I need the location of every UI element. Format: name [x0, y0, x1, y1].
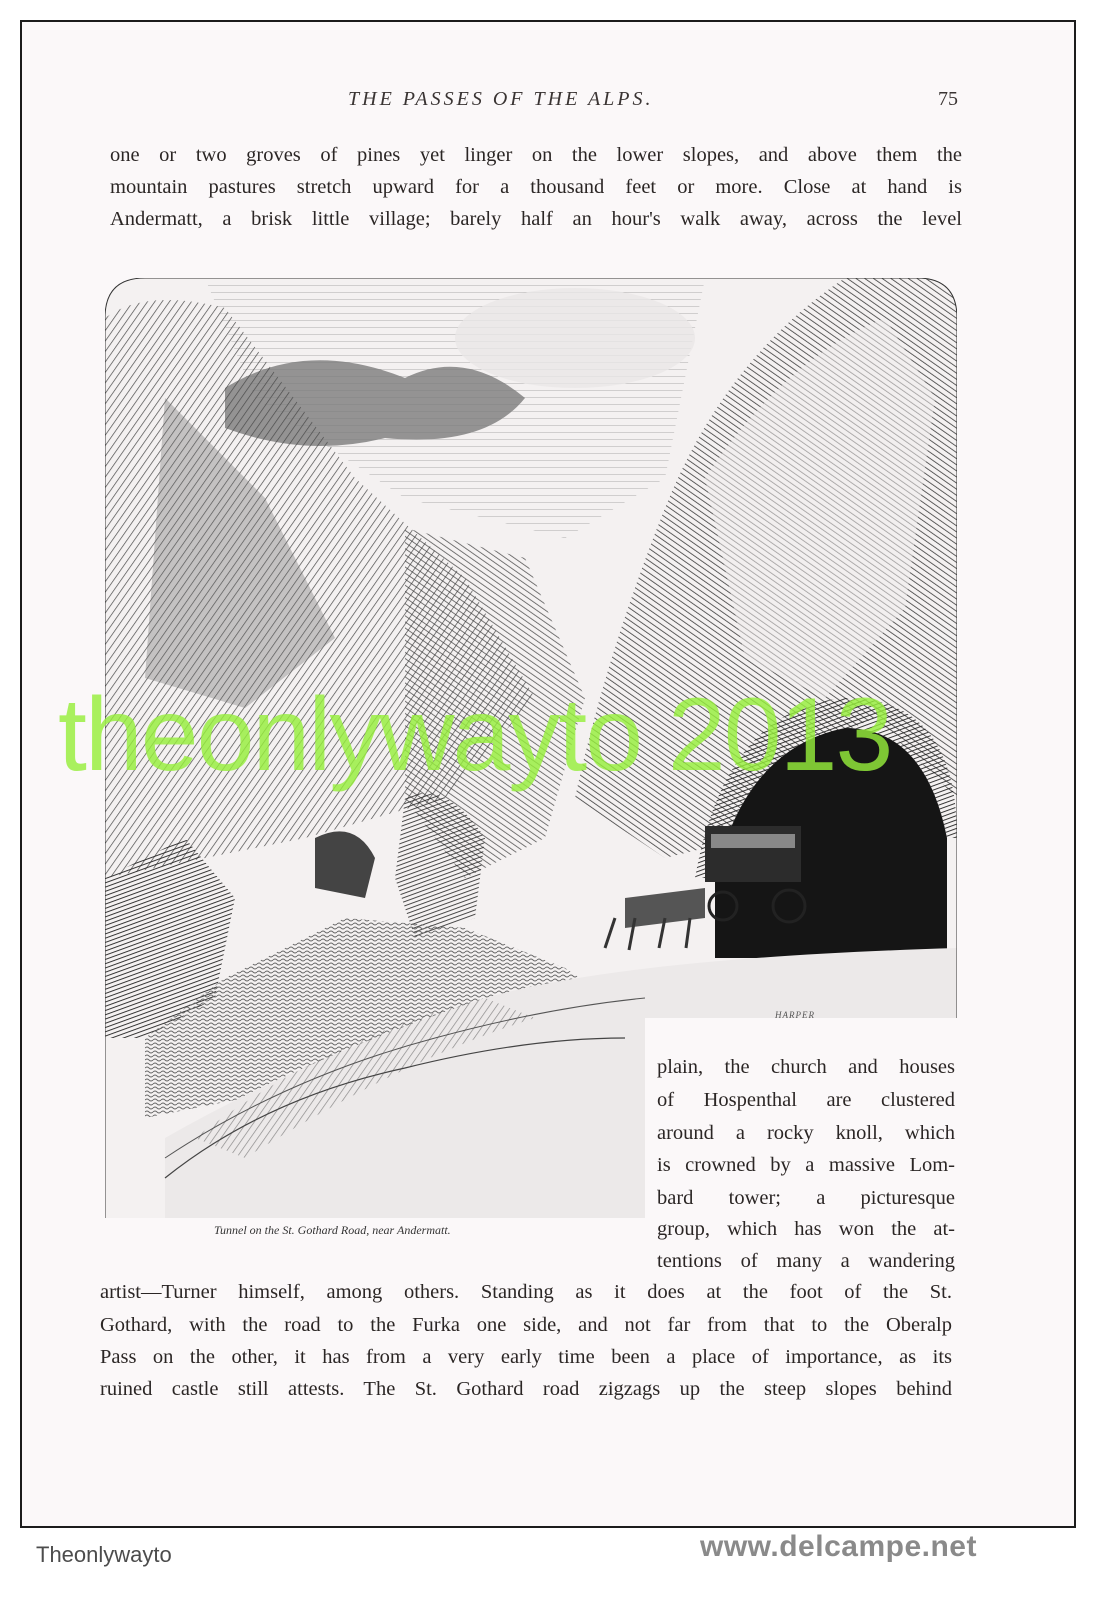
body-line: is crowned by a massive Lom-	[657, 1154, 955, 1176]
body-line: ruined castle still attests. The St. Gothard road zigzags up the steep slopes behind	[100, 1378, 952, 1400]
body-line: one or two groves of pines yet linger on the lower slopes, and above them the	[110, 144, 962, 166]
body-line: bard tower; a picturesque	[657, 1187, 955, 1209]
body-line: plain, the church and houses	[657, 1056, 955, 1078]
body-line: mountain pastures stretch upward for a thousand feet or more. Close at hand is	[110, 176, 962, 198]
site-link[interactable]: www.delcampe.net	[700, 1530, 977, 1563]
engraver-signature: HARPER	[775, 1010, 815, 1020]
body-line: group, which has won the at-	[657, 1218, 955, 1240]
seller-name: Theonlywayto	[36, 1542, 172, 1567]
body-line: Andermatt, a brisk little village; barely half an hour's walk away, across the level	[110, 208, 962, 230]
body-line: artist—Turner himself, among others. Standing as it does at the foot of the St.	[100, 1281, 952, 1303]
body-line: of Hospenthal are clustered	[657, 1089, 955, 1111]
body-line: tentions of many a wandering	[657, 1250, 955, 1272]
body-line: around a rocky knoll, which	[657, 1122, 955, 1144]
watermark-text: theonlywayto 2013	[58, 677, 892, 793]
illustration-caption: Tunnel on the St. Gothard Road, near Andermatt.	[214, 1223, 451, 1237]
body-line: Gothard, with the road to the Furka one side, and not far from that to the Oberalp	[100, 1314, 952, 1336]
body-line: Pass on the other, it has from a very early time been a place of importance, as its	[100, 1346, 952, 1368]
page-number: 75	[938, 88, 958, 110]
running-title: THE PASSES OF THE ALPS.	[348, 88, 654, 110]
